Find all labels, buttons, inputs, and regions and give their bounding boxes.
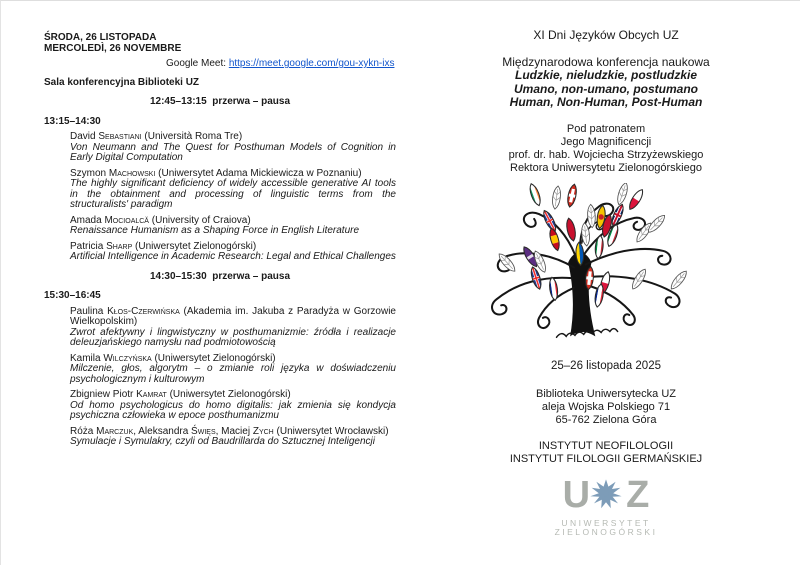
institute-line: INSTYTUT FILOLOGII GERMAŃSKIEJ — [509, 452, 703, 465]
venue-line: Biblioteka Uniwersytecka UZ — [536, 387, 676, 400]
eagle-icon — [588, 475, 624, 515]
flag-leaves-tree-illustration — [441, 183, 771, 348]
uz-logo-mark — [441, 474, 771, 516]
day-header-polish: ŚRODA, 26 LISTOPADA — [44, 32, 157, 43]
theme-english: Human, Non-Human, Post-Human — [509, 95, 703, 109]
author-given: , Aleksandra — [133, 425, 192, 437]
uz-logo — [441, 474, 771, 538]
talk-title: Artificial Intelligence in Academic Research: Legal and Ethical Challenges — [70, 251, 396, 262]
talk — [70, 307, 396, 349]
patronage-line: Pod patronatem — [566, 122, 646, 135]
author-given: David — [70, 131, 99, 142]
event-subtitle: Międzynarodowa konferencja naukowa — [502, 55, 710, 69]
author-surname: Zych — [252, 425, 274, 437]
break-2: 14:30–15:30 przerwa – pausa — [149, 270, 291, 282]
author-given: Kamila — [70, 352, 104, 364]
talk — [70, 427, 396, 448]
author-given: Amada — [70, 214, 105, 226]
author-surname: Kamrat — [136, 389, 167, 400]
author-surname: Sebastiani — [98, 131, 142, 142]
talk — [70, 169, 396, 211]
talk-title: Symulacje i Symulakry, czyli od Baudrillarda do Sztucznej Inteligencji — [70, 436, 375, 447]
talk-title: Milczenie, głos, algorytm – o zmianie roli języka w doświadczeniu psychologicznym i kulturowym — [70, 363, 396, 385]
patronage-block — [441, 123, 771, 175]
talk-title: Renaissance Humanism as a Shaping Force in English Literature — [70, 225, 360, 236]
logo-letter-z: Z — [626, 473, 650, 516]
author-affiliation: (Uniwersytet Adama Mickiewicza w Poznaniu) — [155, 167, 362, 179]
theme-polish: Ludzkie, nieludzkie, postludzkie — [514, 68, 698, 82]
author-surname: Marczuk — [96, 425, 134, 437]
talk — [70, 242, 396, 263]
author-surname: Mocioalcă — [104, 214, 149, 226]
author-given: Szymon — [70, 167, 109, 179]
google-meet-link[interactable]: https://meet.google.com/gou-xykn-ixs — [228, 58, 395, 69]
logo-name-line1: UNIWERSYTET — [561, 517, 651, 528]
author-surname: Sharp — [106, 240, 133, 252]
talk-authors — [70, 307, 396, 328]
author-affiliation: (Uniwersytet Wrocławski) — [273, 425, 389, 437]
flag-leaves-tree-icon — [471, 183, 741, 348]
theme-italian: Umano, non-umano, postumano — [514, 81, 698, 96]
session-2-time: 15:30–16:45 — [44, 290, 101, 301]
talk-title: Zwrot afektywny i lingwistyczny w posthumanizmie: źródła i realizacje deleuzjańskiego namysłu nad podmiotowością — [70, 326, 396, 348]
talk — [70, 132, 396, 164]
google-meet-label: Google Meet: — [166, 58, 229, 69]
talk — [70, 354, 396, 386]
event-date: 25–26 listopada 2025 — [551, 359, 661, 372]
talk-authors — [70, 390, 396, 401]
author-affiliation: (Uniwersytet Zielonogórski) — [132, 240, 257, 252]
author-given: Róża — [70, 425, 97, 437]
author-affiliation: (University of Craiova) — [148, 214, 251, 226]
author-given: , Maciej — [215, 425, 253, 437]
logo-letter-u: U — [562, 473, 591, 516]
author-surname: Kłos-Czerwińska — [107, 305, 180, 317]
event-title: XI Dni Języków Obcych UZ — [533, 28, 679, 42]
author-affiliation: (Uniwersytet Zielonogórski) — [151, 352, 276, 364]
session-1-time: 13:15–14:30 — [44, 115, 101, 127]
talk — [70, 216, 396, 237]
patronage-line: Jego Magnificencji — [560, 135, 652, 148]
uz-logo-name — [441, 519, 771, 538]
author-surname: Wilczyńska — [103, 352, 152, 364]
talk-title: Von Neumann and The Quest for Posthuman Models of Cognition in Early Digital Computation — [70, 141, 396, 163]
venue-line: aleja Wojska Polskiego 71 — [541, 400, 671, 413]
institutes-block — [441, 440, 771, 466]
poster-column — [441, 29, 771, 538]
author-given: Zbigniew Piotr — [70, 389, 137, 400]
institute-line: INSTYTUT NEOFILOLOGII — [538, 439, 674, 452]
venue-line: 65-762 Zielona Góra — [555, 413, 657, 426]
talk — [70, 390, 396, 422]
author-given: Patricia — [70, 240, 107, 252]
author-affiliation: (Uniwersytet Zielonogórski) — [166, 389, 291, 400]
author-surname: Machowski — [108, 167, 156, 179]
patronage-line: prof. dr. hab. Wojciecha Strzyżewskiego — [508, 148, 704, 161]
author-given: Paulina — [70, 305, 108, 317]
talk-title: Od homo psychologicus do homo digitalis: jak zmienia się kondycja psychiczna człowieka w epoce posthumanizmu — [70, 399, 396, 421]
venue-room-label: Sala konferencyjna Biblioteki UZ — [44, 76, 200, 88]
author-affiliation: (Università Roma Tre) — [141, 131, 243, 142]
patronage-line: Rektora Uniwersytetu Zielonogórskiego — [510, 161, 702, 174]
author-surname: Święs — [191, 425, 216, 437]
talk-title: The highly significant deficiency of widely accessible generative AI tools in the obtainment and processing of linguistic terms from the structuralists' paradigm — [70, 178, 396, 210]
break-1: 12:45–13:15 przerwa – pausa — [149, 96, 291, 107]
logo-name-line2: ZIELONOGÓRSKI — [554, 527, 658, 537]
schedule-column — [44, 33, 396, 448]
venue-block — [441, 388, 771, 427]
day-header-italian: MERCOLEDÌ, 26 NOVEMBRE — [44, 42, 182, 54]
talk-authors — [70, 132, 396, 143]
author-affiliation: (Akademia im. Jakuba z Paradyża w Gorzowie Wielkopolskim) — [70, 305, 396, 327]
google-meet-line — [166, 59, 396, 70]
